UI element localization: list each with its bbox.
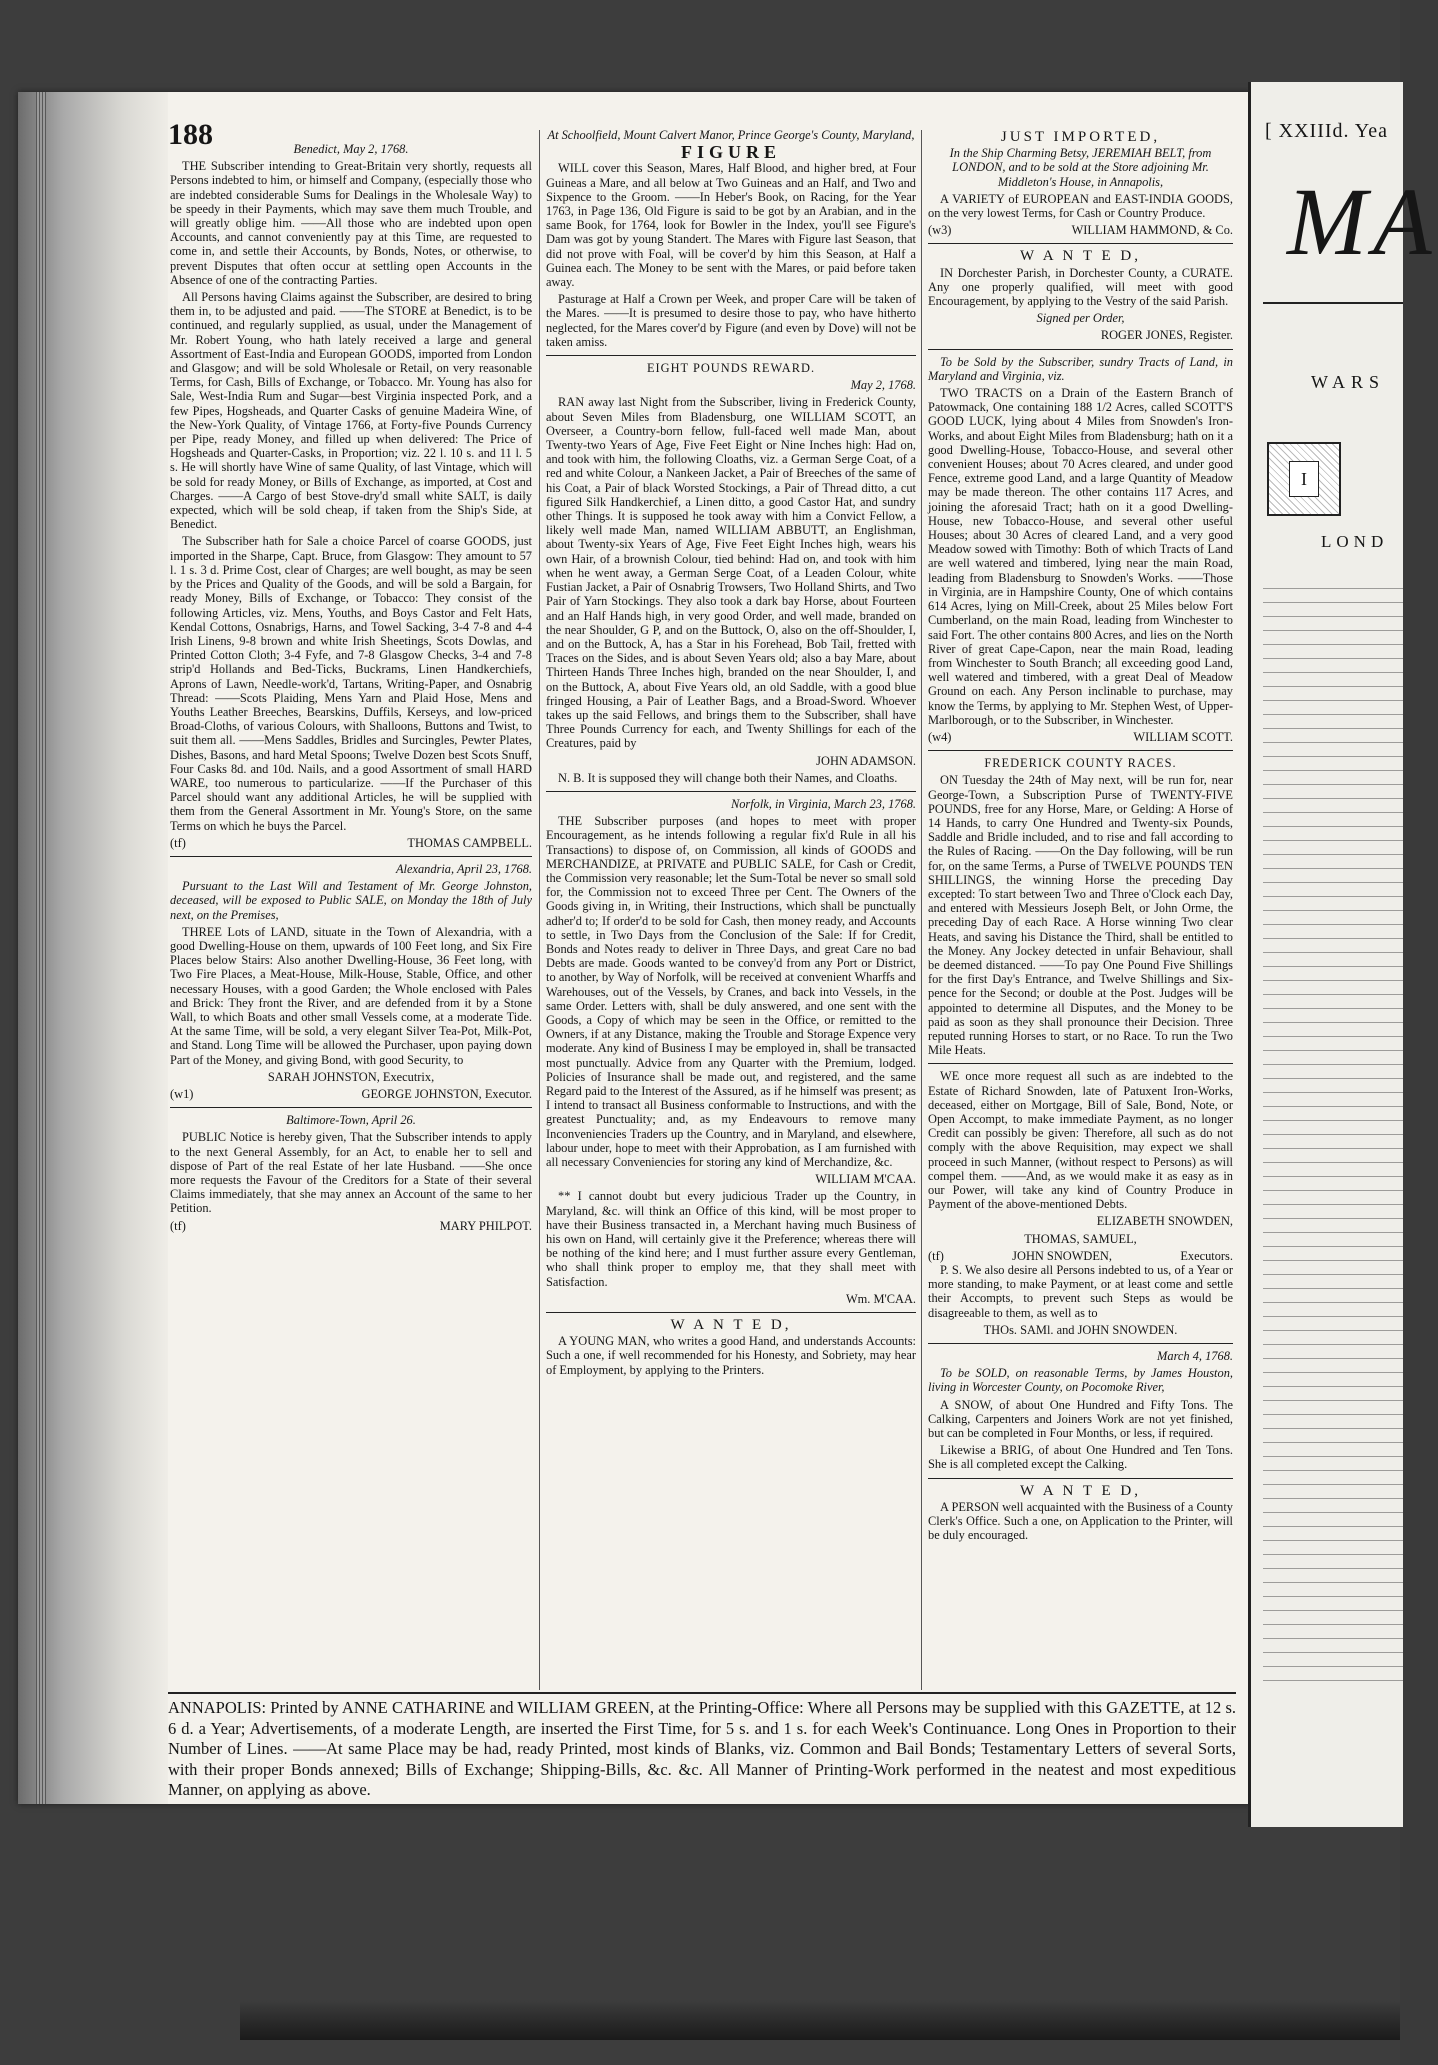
page-number: 188 <box>168 118 213 151</box>
paragraph: ** I cannot doubt but every judicious Trader up the Country, in Maryland, &c. will think an Office of this kind, will be most proper to have their Business transacted in, a Merchant having much Business of his own on Hand, will certainly give it the Preference; whereas there will be nothing of the kind here; and I must further assure every Gentleman, who shall think proper to employ me, that they shall meet with Satisfaction. <box>546 1189 916 1289</box>
divider <box>546 355 916 356</box>
signature: THOMAS CAMPBELL. <box>407 835 532 850</box>
signature-line <box>928 223 1233 237</box>
ad-title: W A N T E D, <box>1019 1482 1141 1499</box>
paragraph: TWO TRACTS on a Drain of the Eastern Branch of Patowmack, One containing 188 1/2 Acres, called SCOTT'S GOOD LUCK, lying about 4 Miles from Snowden's Iron-Works, and about Eight Miles from Bladensburg; hath on it a good Dwelling-House, Tobacco-House, and several other convenient Houses; about 70 Acres cleared, and under good Fence, extreme good Land, and a large Quantity of Meadow may be made thereon. The other contains 117 Acres, and joining the aforesaid Tract; hath on it a good Dwelling-House, new Tobacco-House, and several other useful Houses; about 30 Acres of cleared Land, and a very good Meadow sowed with Timothy: Both of which Tracts of Land are well watered and timbered, lying near the main Road, leading from Bladensburg to Snowden's Works. ——Those in Virginia, are in Hampshire County, One of which contains 614 Acres, lying on Mill-Creek, about 25 Miles below Fort Cumberland, on the main Road, leading from Winchester to said Fort. The other contains 800 Acres, and lies on the North River of great Cape-Capon, near the main Road, leading from Winchester to South Branch; all exceeding good Land, well watered and timbered, with a great Deal of Meadow Ground on each. Any Person inclinable to purchase, may know the Terms, by applying to Mr. Stephen West, of Upper-Marlborough, or to the Subscriber, in Winchester. <box>928 386 1234 727</box>
divider <box>546 791 916 792</box>
paragraph: Likewise a BRIG, of about One Hundred and Ten Tons. She is all completed except the Calking. <box>928 1443 1233 1472</box>
signature-line <box>170 1219 532 1233</box>
paragraph: P. S. We also desire all Persons indebted to us, of a Year or more standing, to make Payment, or at least come and settle their Accompts, to prevent such Steps as would be disagreeable to them, as well as to <box>928 1263 1233 1320</box>
signature: THOMAS, SAMUEL, <box>1024 1231 1137 1246</box>
facing-page-masthead: MA <box>1287 168 1438 275</box>
divider <box>170 1107 532 1108</box>
paragraph: A PERSON well acquainted with the Business of a County Clerk's Office. Such a one, on Application to the Printer, will be duly encouraged. <box>928 1499 1233 1543</box>
dateline: May 2, 1768. <box>850 378 916 393</box>
divider <box>928 750 1233 751</box>
signature-line <box>928 730 1233 744</box>
signature: THOs. SAMl. and JOHN SNOWDEN. <box>983 1322 1178 1337</box>
ad-mark: (tf) <box>170 835 186 850</box>
signature-role: Executors. <box>1180 1248 1233 1263</box>
signature: JOHN ADAMSON. <box>816 753 916 768</box>
facing-page-heading: WARS <box>1311 372 1386 392</box>
signature: WILLIAM SCOTT. <box>1133 729 1233 744</box>
paragraph: THE Subscriber intending to Great-Britain very shortly, requests all Persons indebted to him, or himself and Company, (especially those who are indebted considerable Sums for Dealings in the Wholesale Way) to be speedy in their Payments, which may save them much Trouble, and will greatly oblige him. ——All those who are indebted upon open Accounts, and cannot conveniently pay at this Time, are requested to come in, and settle their Accounts, by Bonds, Notes, or otherwise, to prevent Disputes that often occur at settling open Accounts in the Absence of one of the contracting Parties. <box>170 159 532 287</box>
column-rule <box>921 130 922 1690</box>
divider <box>168 1692 1236 1694</box>
ornamental-initial: I <box>1267 442 1341 516</box>
ad-title: FIGURE <box>680 142 781 163</box>
ad-heading: To be Sold by the Subscriber, sundry Tracts of Land, in Maryland and Virginia, viz. <box>928 354 1233 383</box>
ad-intro: Pursuant to the Last Will and Testament of Mr. George Johnston, deceased, will be exposed to Public SALE, on Monday the 18th of July next, on the Premises, <box>170 879 532 922</box>
ad-title: W A N T E D, <box>670 1317 792 1334</box>
page-edges <box>36 92 46 1804</box>
ad-title: EIGHT POUNDS REWARD. <box>646 361 816 376</box>
divider <box>1263 302 1403 304</box>
divider <box>928 1478 1233 1479</box>
divider <box>170 856 532 857</box>
paragraph: RAN away last Night from the Subscriber, living in Frederick County, about Seven Miles from Bladensburg, one WILLIAM SCOTT, an Overseer, a Country-born fellow, full-faced well made Man, about Twenty-two Years of Age, Five Feet Eight or Nine Inches high: Had on, and took with him, the following Cloaths, viz. a German Serge Coat, of a red and white Colour, a Nankeen Jacket, a Pair of Breeches of the same of his Coat, a Pair of black Worsted Stockings, a Pair of Thread ditto, a cut figured Silk Handkerchief, a Linen ditto, a good Castor Hat, and sundry other Things. It is supposed he took away with him a Convict Fellow, a likely well made Man, named WILLIAM ABBUTT, an Englishman, about Twenty-six Years of Age, Five Feet Eight Inches high, wears his own Hair, of a brownish Colour, tied behind: Had on, and took with him when he went away, a German Serge Coat, of a Leaden Colour, white Fustian Jacket, a Pair of Osnabrig Trowsers, Two Holland Shirts, and Two Pair of Yarn Stockings. They also took a dark bay Horse, about Fourteen and an Half Hands high, in very good Order, and well made, branded on the near Shoulder, G P, and on the Buttock, O, also on the off-Shoulder, I, and on the Buttock, A, has a Star in his Forehead, Bob Tail, fretted with Traces on the Sides, and is about Seven Years old; also a bay Mare, about Thirteen Hands Three Inches high, branded on the near Shoulder, I, and on the Buttock, A, about Five Years old, an old Saddle, with a good blue fringed Housing, a Pair of Leather Bags, and a Broad-Sword. Whoever takes up the said Fellows, and brings them to the Subscriber, shall have Three Pounds Currency for each, and Twenty Shillings for each of the Creatures, paid by <box>546 395 916 751</box>
signature: WILLIAM M'CAA. <box>815 1172 916 1187</box>
ad-heading: In the Ship Charming Betsy, JEREMIAH BELT, from LONDON, and to be sold at the Store adjoining Mr. Middleton's House, in Annapolis, <box>949 146 1212 189</box>
paragraph: Pasturage at Half a Crown per Week, and proper Care will be taken of the Mares. ——It is presumed to desire those to pay, who have hitherto neglected, for the Mares cover'd by Figure (and even by Dove) will not be taken amiss. <box>546 292 916 349</box>
ad-title: FREDERICK COUNTY RACES. <box>984 756 1177 771</box>
ad-title: W A N T E D, <box>1019 248 1141 265</box>
paragraph: N. B. It is supposed they will change both their Names, and Cloaths. <box>558 770 898 785</box>
signature-line <box>170 1087 532 1101</box>
paragraph: THE Subscriber purposes (and hopes to meet with proper Encouragement, as he intends following a regular fix'd Rule in all his Transactions) to dispose of, on Commission, all kinds of GOODS and MERCHANDIZE, at PRIVATE and PUBLIC SALE, for Cash or Credit, the Commission very reasonable; let the Sum-Total be never so small sold for, the Commission not to exceed Three per Cent. The Owners of the Goods giving in, in Writing, their Instructions, which shall be punctually adher'd to; If order'd to be sold for Cash, then money ready, and Accounts to settle, in Two Days from the Conclusion of the Sale: If for Credit, Bonds and Notes ready to deliver in Three Days, and great Care no bad Debts are made. Goods wanted to be convey'd from any Port or District, to another, by Way of Norfolk, will be received at convenient Wharffs and Warehouses, out of the Vessels, by Cranes, and back into Vessels, in the same Order. Letters with, shall be duly answered, and one sent with the Goods, a Copy of which may be seen in the Office, or remitted to the Owners, if at any Distance, making the Trouble and Storage Expence very moderate. Any kind of Business I may be employed in, shall be transacted most punctually. Advice from any Quarter with the Premium, lodged. Policies of Insurance shall be made out, and registered, and the same Regard paid to the Interest of the Assured, as if he himself was present; as I intend to transact all Business conformable to Instructions, and with the greatest Punctuality; and, as my Endeavours to remove many Inconveniencies Traders up the Country, and in Maryland, and elsewhere, labour under, hope to meet with their Approbation, as I am furnished with all necessary Conveniencies for storing any kind of Merchandize, &c. <box>546 814 916 1170</box>
dateline: March 4, 1768. <box>1157 1349 1233 1364</box>
column-1 <box>170 142 532 1233</box>
ad-mark: (w1) <box>170 1087 194 1101</box>
signature-line <box>170 836 532 850</box>
divider <box>928 349 1233 350</box>
paragraph: A VARIETY of EUROPEAN and EAST-INDIA GOODS, on the very lowest Terms, for Cash or Country Produce. <box>928 191 1233 221</box>
signature: JOHN SNOWDEN, <box>1012 1248 1112 1263</box>
dateline: Benedict, May 2, 1768. <box>293 142 409 156</box>
scan-bottom-shadow <box>240 2000 1400 2040</box>
ad-heading: At Schoolfield, Mount Calvert Manor, Prince George's County, Maryland, <box>547 128 915 142</box>
paragraph: WILL cover this Season, Mares, Half Blood, and higher bred, at Four Guineas a Mare, and all below at Two Guineas and an Half, and Two and Sixpence to the Groom. ——In Heber's Book, on Racing, for the Year 1763, in Page 136, Old Figure is said to be got by an Arabian, and in the same Book, for 1764, look for Bowler in the Index, you'll see Figure's Dam was got by young Standert. The Mares with Figure last Season, that did not prove with Foal, will be cover'd by him this Season, at Half a Guinea each. The Money to be sent with the Mares, or paid before taken away. <box>546 161 916 290</box>
divider <box>928 1343 1233 1344</box>
paragraph: IN Dorchester Parish, in Dorchester County, a CURATE. Any one properly qualified, will meet with good Encouragement, by applying to the Vestry of the said Parish. <box>928 265 1233 309</box>
facing-page-title: [ XXIIId. Yea <box>1265 120 1388 142</box>
paragraph: WE once more request all such as are indebted to the Estate of Richard Snowden, late of Patuxent Iron-Works, deceased, either on Mortgage, Bill of Sale, Bond, Note, or Open Accompt, to make immediate Payment, as no longer Credit can possibly be given: Therefore, all such as do not comply with the above Requisition, may expect we shall proceed in such Manner, (without respect to Persons) as will compel them. ——And, as we would make it as easy as in our Power, will take any kind of Country Produce in Payment of the above-mentioned Debts. <box>928 1069 1233 1212</box>
signature: ELIZABETH SNOWDEN, <box>1096 1214 1233 1229</box>
dateline: Baltimore-Town, April 26. <box>286 1113 416 1128</box>
column-rule <box>539 130 540 1690</box>
paragraph: A YOUNG MAN, who writes a good Hand, and understands Accounts: Such a one, if well recommended for his Honesty, and Sobriety, may hear of Employment, by applying to the Printers. <box>546 1334 916 1377</box>
column-3 <box>928 128 1233 1545</box>
column-2 <box>546 128 916 1380</box>
ad-mark: (w3) <box>928 223 952 238</box>
signed-note: Signed per Order, <box>1036 311 1125 326</box>
facing-page-heading: LOND <box>1321 532 1389 551</box>
signature: WILLIAM HAMMOND, & Co. <box>1071 223 1233 238</box>
paragraph: PUBLIC Notice is hereby given, That the Subscriber intends to apply to the next General Assembly, for an Act, to enable her to sell and dispose of Part of the real Estate of her late Husband. ——She once more requests the Favour of the Creditors for a State of their several Claims immediately, that she may annex an Account of the same to her Petition. <box>170 1130 532 1216</box>
divider <box>546 1312 916 1313</box>
facing-page <box>1248 82 1438 1827</box>
signature: MARY PHILPOT. <box>439 1218 532 1233</box>
imprint-footer <box>168 1692 1236 1801</box>
paragraph: A SNOW, of about One Hundred and Fifty Tons. The Calking, Carpenters and Joiners Work are not yet finished, but can be completed in Four Months, or less, if required. <box>928 1397 1233 1441</box>
imprint-text: ANNAPOLIS: Printed by ANNE CATHARINE and WILLIAM GREEN, at the Printing-Office: Where all Persons may be supplied with this GAZETTE, at 12 s. 6 d. a Year; Advertisements, of a moderate Length, are inserted the First Time, for 5 s. and 1 s. for each Week's Continuance. Long Ones in Proportion to their Number of Lines. ——At same Place may be had, ready Printed, most kinds of Blanks, viz. Common and Bail Bonds; Testamentary Letters of several Sorts, with their proper Bonds annexed; Bills of Exchange; Shipping-Bills, &c. &c. All Manner of Printing-Work performed in the neatest and most expeditious Manner, on applying as above. <box>168 1698 1236 1799</box>
dateline: Alexandria, April 23, 1768. <box>395 861 532 876</box>
ad-title: JUST IMPORTED, <box>1000 129 1161 145</box>
paragraph: All Persons having Claims against the Subscriber, are desired to bring them in, to be adjusted and paid. ——The STORE at Benedict, is to be continued, and regularly supplied, as usual, under the Management of Mr. Robert Young, who hath lately received a large and general Assortment of East-India and European GOODS, imported from London and Glasgow; and will be sold Wholesale or Retail, on very reasonable Terms, for Cash, Bills of Exchange, or Tobacco. Mr. Young has also for Sale, West-India Rum and Sugar—best Virginia inspected Pork, and a few Pipes, Hogsheads, and Quarter Casks of genuine Madeira Wine, of the New-York Quality, of Vintage 1766, at Forty-five Pounds Currency per Pipe, ready Money, and filled up when delivered: The Price of Hogsheads and Quarter-Casks, in Proportion; viz. 22 l. 10 s. and 11 l. 5 s. He will shortly have Wine of same Quality, of last Vintage, which will be sold for ready Money, or Bills of Exchange, as imported, at Cost and Charges. ——A Cargo of best Stove-dry'd small white SALT, is daily expected, which will be sold cheap, if taken from the Ship's Side, at Benedict. <box>170 290 532 532</box>
divider <box>928 1063 1233 1064</box>
ad-heading: To be SOLD, on reasonable Terms, by James Houston, living in Worcester County, on Pocomoke River, <box>928 1366 1233 1395</box>
signature: Wm. M'CAA. <box>845 1291 916 1306</box>
signature-line <box>928 1249 1233 1263</box>
signature: SARAH JOHNSTON, Executrix, <box>267 1069 435 1084</box>
ad-mark: (tf) <box>170 1218 186 1233</box>
facing-page-text <box>1263 582 1403 1682</box>
signature: ROGER JONES, Register. <box>1100 328 1233 343</box>
signature: GEORGE JOHNSTON, Executor. <box>361 1087 532 1101</box>
dateline: Norfolk, in Virginia, March 23, 1768. <box>730 796 916 811</box>
paragraph: ON Tuesday the 24th of May next, will be run for, near George-Town, a Subscription Purse of TWENTY-FIVE POUNDS, free for any Horse, Mare, or Gelding: A Horse of 14 Hands, to carry One Hundred and Twenty-six Pounds, Saddle and Bridle included, and to rise and fall according to the Rules of Racing. ——On the Day following, will be run for, on the same Terms, a Purse of TWELVE POUNDS TEN SHILLINGS, the winning Horse the preceding Day excepted: To start between Two and Three o'Clock each Day, and entered with Messieurs Joseph Belt, or John Orme, the preceding Day of each Race. A Horse winning Two clear Heats, and saving his Distance the Third, shall be entitled to the Money. Any Jockey detected in unfair Behaviour, shall be deemed distanced. ——To pay One Pound Five Shillings for the first Day's Entrance, and Twelve Shillings and Six-pence for the Second; or double at the Post. Judges will be appointed to determine all Disputes, and the Money to be paid as soon as they shall pronounce their Decision. Three reputed running Horses to start, or no Race. To run the Two Mile Heats. <box>928 773 1233 1058</box>
ad-mark: (w4) <box>928 729 952 744</box>
ad-mark: (tf) <box>928 1248 944 1263</box>
divider <box>928 243 1233 244</box>
paragraph: THREE Lots of LAND, situate in the Town of Alexandria, with a good Dwelling-House on them, upwards of 100 Feet long, and Six Fire Places below Stairs: Also another Dwelling-House, 36 Feet long, with Two Fire Places, a Meat-House, Milk-House, Stable, Office, and other necessary Houses, with a good Garden; the Whole enclosed with Pales and Brick: They front the River, and are defended from it by a Stone Wall, to which Boats and other small Vessels come, at a moderate Tide. At the same Time, will be sold, a very elegant Silver Tea-Pot, Milk-Pot, and Stand. Long Time will be allowed the Purchaser, upon paying down Part of the Money, and giving Bond, with good Security, to <box>170 924 532 1067</box>
paragraph: The Subscriber hath for Sale a choice Parcel of coarse GOODS, just imported in the Sharpe, Capt. Bruce, from Glasgow: They amount to 57 l. 1 s. 3 d. Prime Cost, clear of Charges; are well bought, as may be seen by the Prices and Quality of the Goods, and will be sold a Bargain, for ready Money, Bills of Exchange, or Tobacco: They consist of the following Articles, viz. Mens, Youths, and Boys Castor and Felt Hats, Kendal Cottons, Osnabrigs, Harns, and Towel Sacking, 3-4 7-8 and 4-4 Irish Linens, 9-8 brown and white Irish Sheetings, Scots Dowlas, and Printed Cotton Cloth; 3-4 Fyfe, and 7-8 Glasgow Checks, 3-4 and 7-8 strip'd Hollands and Bed-Ticks, Buckrams, Linen Handkerchiefs, Aprons of Lawn, Needle-work'd, Tartans, Writing-Paper, and Osnabrig Thread: ——Scots Plaiding, Mens Yarn and Plaid Hose, Mens and Youths Leather Breeches, Bearskins, Duffils, Kerseys, and low-priced Broad-Cloths, of various Colours, with Shalloons, Buttons and Twist, to suit them all. ——Mens Saddles, Bridles and Surcingles, Pewter Plates, Dishes, Basons, and hard Metal Spoons; Twelve Dozen best Scots Snuff, Four Casks 8d. and 10d. Nails, and a good Assortment of small HARD WARE, too numerous to particularize. ——If the Purchaser of this Parcel should want any additional Articles, he will be supplied with them from the General Assortment in Mr. Young's Store, on the same Terms on which he buys the Parcel. <box>170 534 532 833</box>
